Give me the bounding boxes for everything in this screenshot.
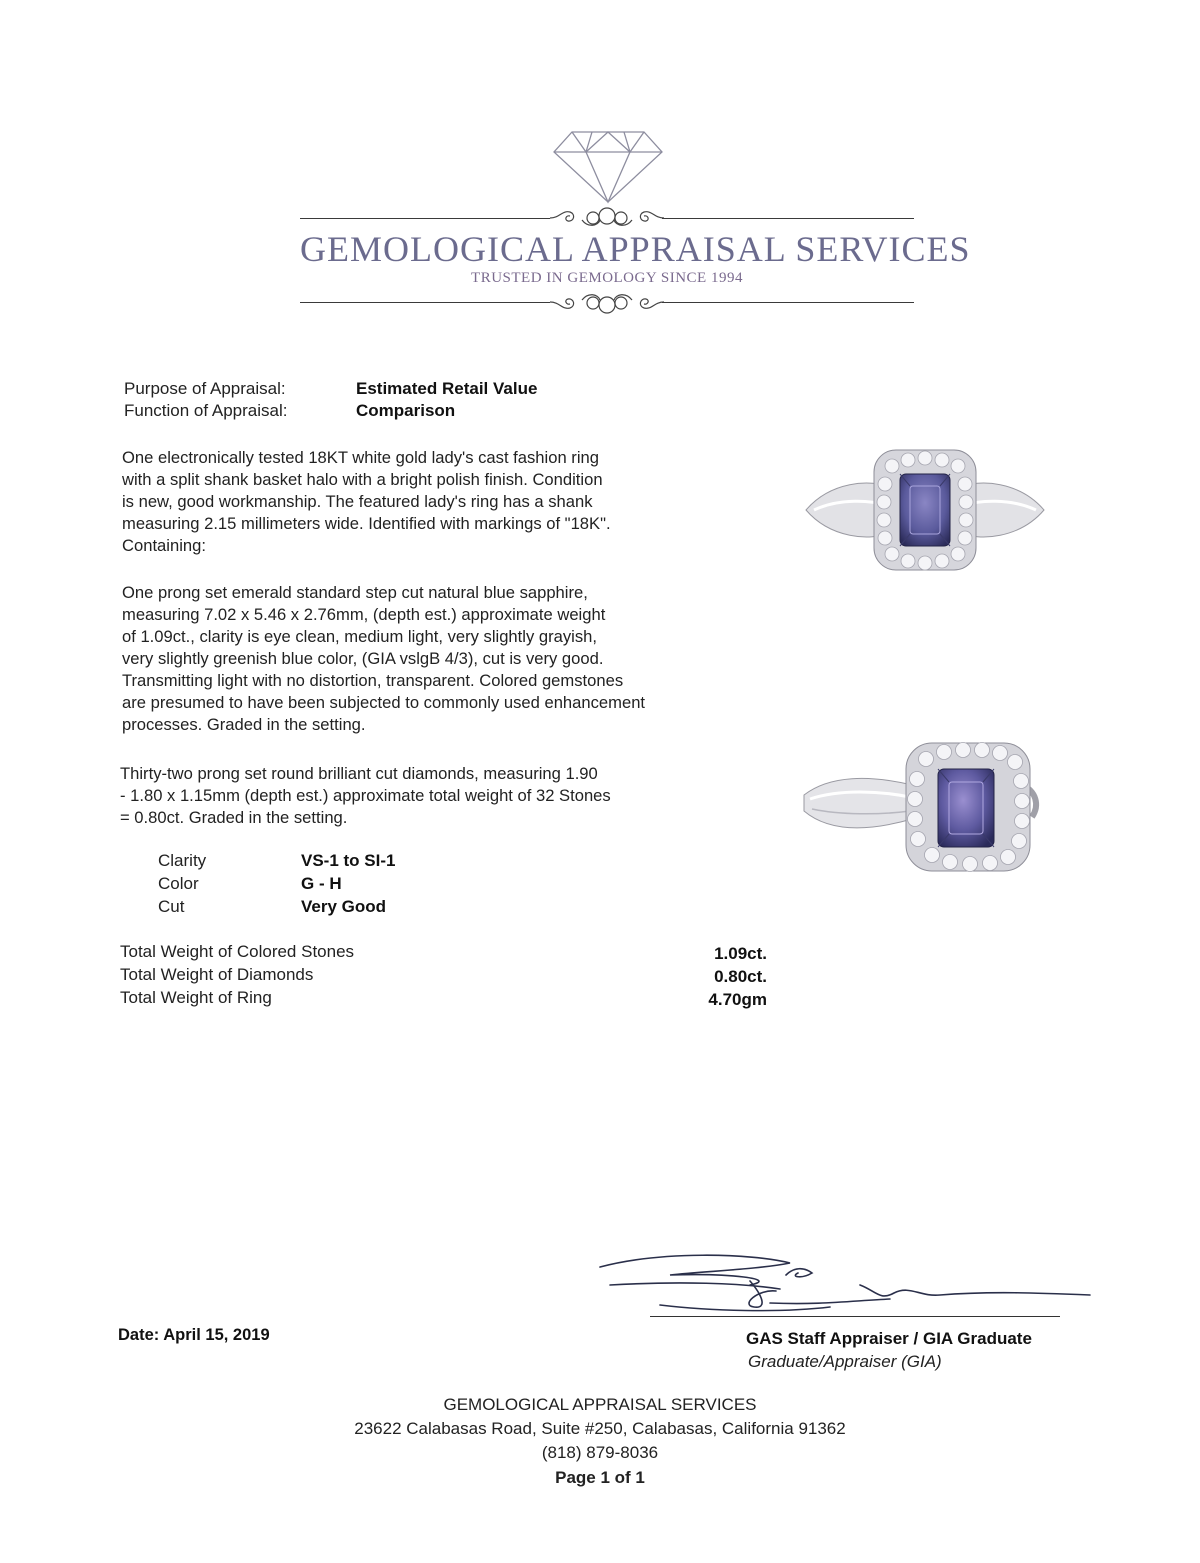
total-colored-stones-value: 1.09ct. [714, 944, 767, 963]
header-rule [662, 218, 914, 219]
ring-description: One electronically tested 18KT white gold lady's cast fashion ring with a split shank basket halo with a bright polish finish. Condition is new, good workmanship. The featured lady's ring has a shank measuring 2.15 millimeters wide. Identified with markings of "18K". Containing: [122, 448, 611, 555]
function-value: Comparison [356, 401, 456, 420]
purpose-label: Purpose of Appraisal: [124, 379, 286, 398]
total-ring-weight-value: 4.70gm [708, 990, 767, 1009]
header-rule [300, 218, 550, 219]
cut-label: Cut [158, 897, 185, 916]
total-ring-weight-label: Total Weight of Ring [120, 988, 272, 1007]
clarity-value: VS-1 to SI-1 [301, 851, 396, 870]
ring-photo-angled-view [800, 735, 1050, 880]
total-diamonds-label: Total Weight of Diamonds [120, 965, 314, 984]
diamonds-description: Thirty-two prong set round brilliant cut diamonds, measuring 1.90 - 1.80 x 1.15mm (depth est.) approximate total weight of 32 Stones = 0.80ct. Graded in the setting. [120, 764, 611, 827]
header-rule [300, 302, 550, 303]
color-label: Color [158, 874, 199, 893]
cut-value: Very Good [301, 897, 387, 916]
signature-line [650, 1316, 1060, 1317]
total-colored-stones-label: Total Weight of Colored Stones [120, 942, 355, 961]
appraiser-signature [590, 1245, 1100, 1325]
company-tagline: TRUSTED IN GEMOLOGY SINCE 1994 [471, 270, 743, 286]
diamond-outline-icon [552, 128, 664, 204]
total-diamonds-value: 0.80ct. [714, 967, 767, 986]
ring-photo-top-view [800, 440, 1050, 580]
appraiser-title: GAS Staff Appraiser / GIA Graduate [746, 1329, 1032, 1348]
clarity-label: Clarity [158, 851, 207, 870]
footer-company-name: GEMOLOGICAL APPRAISAL SERVICES [443, 1395, 757, 1414]
function-label: Function of Appraisal: [124, 401, 288, 420]
footer-phone: (818) 879-8036 [541, 1443, 659, 1462]
appraisal-date: Date: April 15, 2019 [118, 1326, 270, 1344]
purpose-value: Estimated Retail Value [356, 379, 538, 398]
page-number: Page 1 of 1 [555, 1468, 645, 1487]
company-name: GEMOLOGICAL APPRAISAL SERVICES [300, 229, 971, 269]
appraiser-credential: Graduate/Appraiser (GIA) [748, 1352, 942, 1371]
sapphire-description: One prong set emerald standard step cut natural blue sapphire, measuring 7.02 x 5.46 x 2.76mm, (depth est.) approximate weight of 1.09ct., clarity is eye clean, medium light, very slightly grayish, very slightly greenish blue color, (GIA vslgB 4/3), cut is very good. Transmitting light with no distortion, transparent. Colored gemstones are presumed to have been subjected to commonly used enhancement processes. Graded in the setting. [122, 583, 646, 734]
header-rule [662, 302, 914, 303]
footer-address: 23622 Calabasas Road, Suite #250, Calabasas, California 91362 [354, 1419, 846, 1438]
flourish-ornament-icon [548, 288, 666, 318]
color-value: G - H [301, 874, 342, 893]
